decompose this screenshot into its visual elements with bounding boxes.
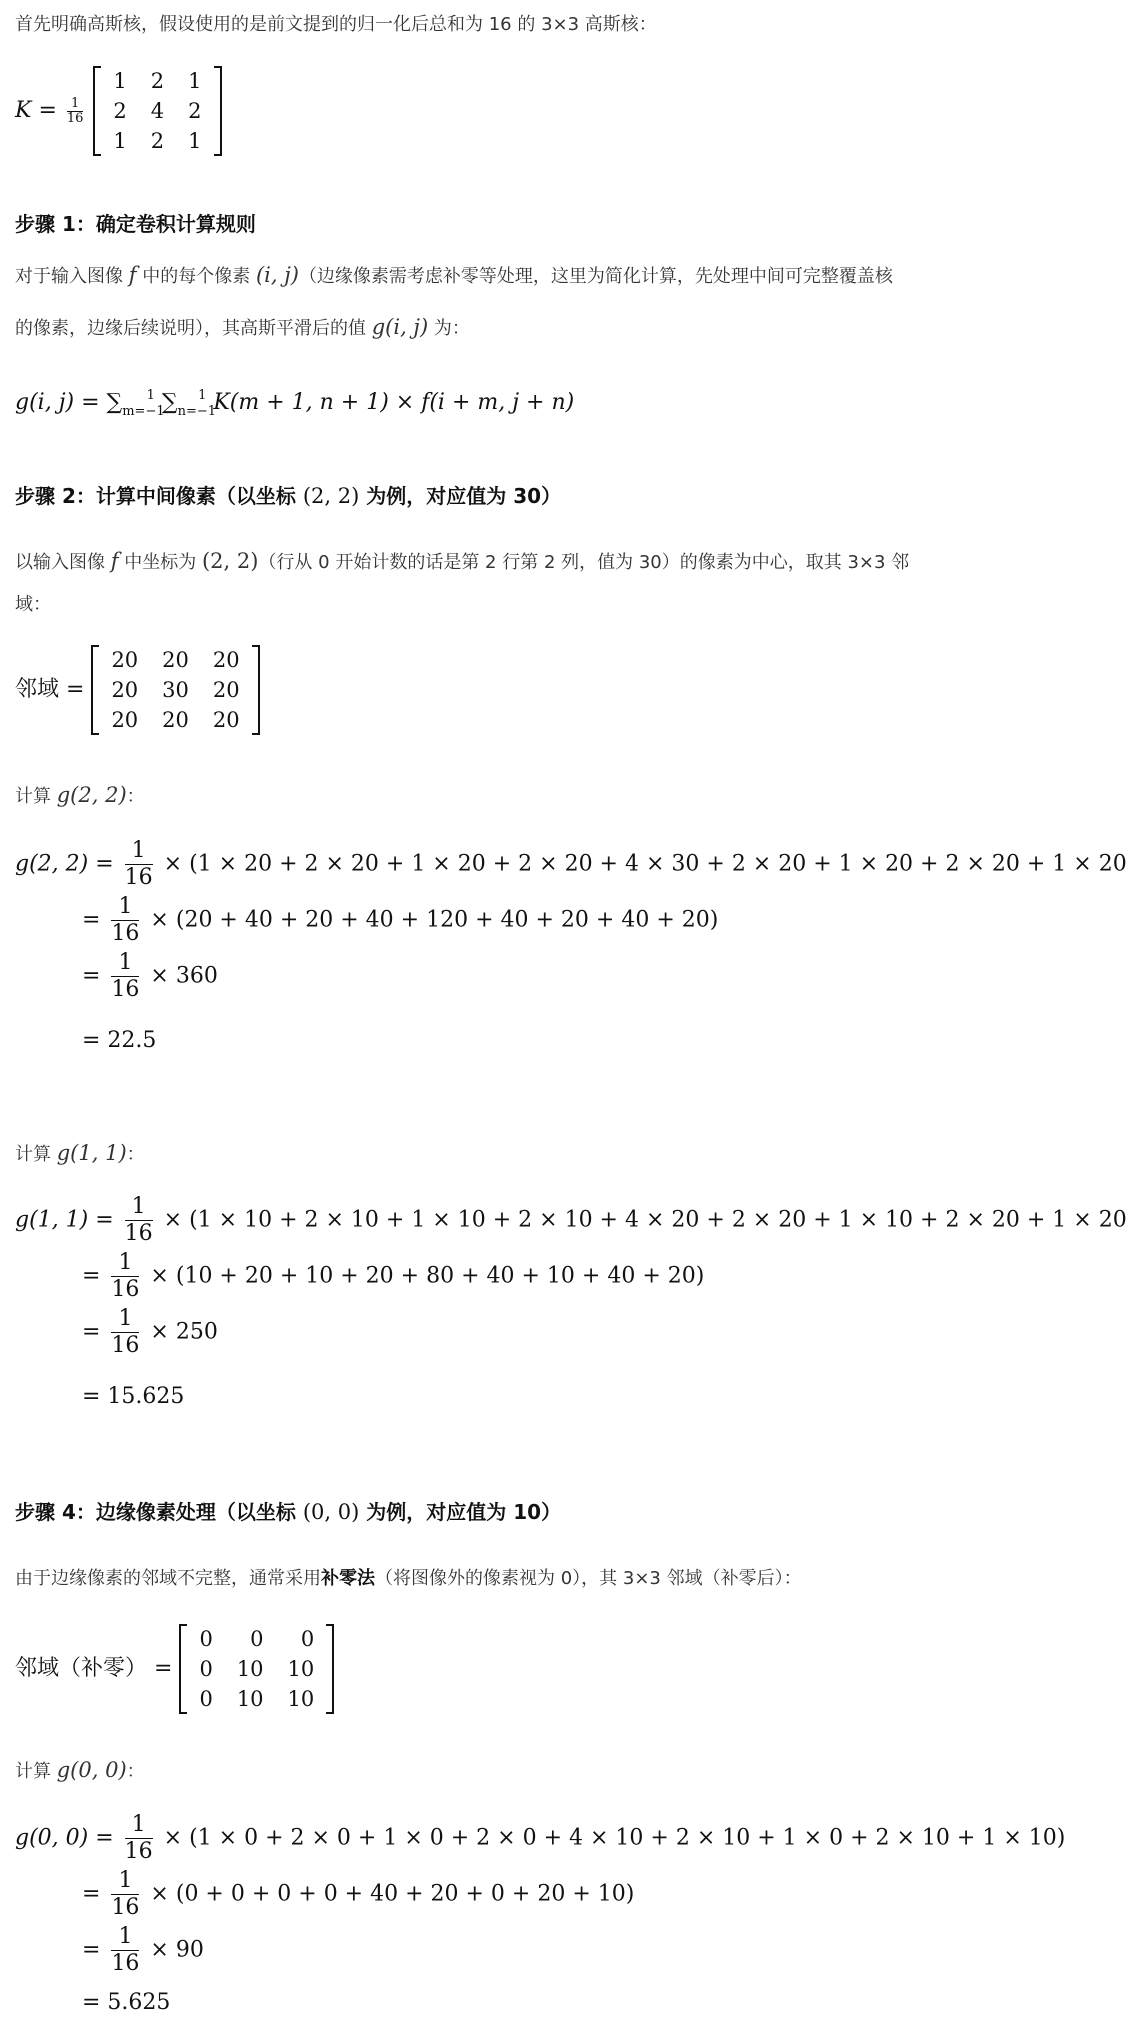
eq-rhs: × (1 × 10 + 2 × 10 + 1 × 10 + 2 × 10 + 4 × 20 + 2 × 20 + 1 × 10 + 2 × 20 + 1 × 20	[156, 1207, 1127, 1233]
step4-paragraph	[15, 1564, 802, 1590]
kernel-matrix	[93, 66, 221, 156]
matrix-cell: 0	[300, 1627, 315, 1651]
eq-lhs: g(0, 0) =	[15, 1825, 121, 1851]
eq-prefix: =	[82, 1881, 108, 1907]
text: 中坐标为	[118, 552, 202, 573]
eq-prefix: =	[82, 907, 108, 933]
text: （边缘像素需考虑补零等处理，这里为简化计算，先处理中间可完整覆盖核	[298, 266, 893, 287]
fraction-denominator: 16	[66, 110, 84, 126]
frac	[125, 1812, 153, 1865]
fraction-denominator: 16	[111, 921, 140, 946]
matrix-cell: 20	[111, 708, 139, 732]
eq-rhs: × 360	[143, 963, 218, 989]
math-ij: (i, j)	[255, 263, 299, 287]
math-coord: (2, 2)	[302, 484, 360, 508]
step2-calc-label	[15, 782, 145, 808]
fraction-denominator: 16	[111, 1333, 140, 1358]
sum-upper: 1	[198, 388, 207, 403]
eq-lhs: g(2, 2) =	[15, 851, 121, 877]
matrix-row	[99, 675, 251, 705]
matrix-row	[99, 645, 251, 675]
eq-prefix: =	[82, 1937, 108, 1963]
text: 步骤 4：边缘像素处理（以坐标	[15, 1500, 303, 1524]
fraction-denominator: 16	[124, 1221, 153, 1246]
frac	[111, 1250, 139, 1303]
text: （行从 0 开始计数的话是第 2 行第 2 列，值为 30）的像素为中心，取其 3×3 邻	[258, 552, 910, 573]
fraction-denominator: 16	[124, 1839, 153, 1864]
step1-heading: 步骤 1：确定卷积计算规则	[15, 212, 256, 236]
fraction-numerator: 1	[111, 950, 139, 977]
frac	[111, 1868, 139, 1921]
matrix-cell: 1	[113, 69, 127, 93]
frac	[111, 1306, 139, 1359]
text: 计算	[15, 786, 57, 807]
convolution-formula	[15, 388, 574, 419]
eq-rhs: × 90	[143, 1937, 204, 1963]
math-f: f	[110, 549, 119, 573]
matrix-cell: 30	[162, 678, 189, 702]
step3-eq-line2	[82, 1250, 704, 1303]
sum-lower: n=−1	[177, 404, 217, 419]
text: 以输入图像	[15, 552, 111, 573]
step4-heading	[15, 1496, 561, 1525]
step3-eq-line1	[15, 1194, 1127, 1247]
neighborhood-matrix	[179, 1624, 334, 1714]
sum-symbol: ∑	[106, 390, 123, 415]
text: ：	[126, 786, 145, 807]
step2-eq-line2	[82, 894, 718, 947]
step2-eq-line3	[82, 950, 218, 1003]
matrix-cell: 1	[188, 129, 202, 153]
matrix-cell: 10	[287, 1687, 315, 1711]
neighborhood-matrix	[91, 645, 259, 735]
step3-eq-line3	[82, 1306, 218, 1359]
eq-rhs: × (1 × 20 + 2 × 20 + 1 × 20 + 2 × 20 + 4 × 30 + 2 × 20 + 1 × 20 + 2 × 20 + 1 × 20	[156, 851, 1127, 877]
fraction-denominator: 16	[111, 1277, 140, 1302]
matrix-cell: 0	[199, 1687, 213, 1711]
matrix-row	[187, 1684, 326, 1714]
eq-prefix: =	[82, 1319, 108, 1345]
text: 由于边缘像素的邻域不完整，通常采用	[15, 1568, 321, 1589]
matrix-cell: 20	[212, 708, 240, 732]
text: （将图像外的像素视为 0），其 3×3 邻域（补零后）：	[375, 1568, 802, 1589]
matrix-cell: 10	[236, 1687, 264, 1711]
intro-paragraph	[15, 10, 657, 36]
step4-eq-line1	[15, 1812, 1065, 1865]
fraction-numerator: 1	[111, 1250, 139, 1277]
fraction-numerator: 1	[125, 1194, 153, 1221]
matrix-cell: 20	[111, 678, 139, 702]
equals-sign: =	[38, 98, 57, 123]
matrix-cell: 20	[212, 678, 240, 702]
eq-prefix: =	[82, 1263, 108, 1289]
matrix-cell: 4	[150, 99, 165, 123]
matrix-cell: 2	[150, 69, 165, 93]
kernel-equation	[15, 66, 222, 156]
math-g: g(0, 0)	[56, 1758, 127, 1782]
matrix-cell: 10	[287, 1657, 315, 1681]
step2-eq-line1	[15, 838, 1127, 891]
matrix-cell: 20	[111, 648, 139, 672]
eq-rhs: × 250	[143, 1319, 218, 1345]
matrix-cell: 2	[188, 99, 202, 123]
matrix-row	[101, 126, 213, 156]
fraction-numerator: 1	[111, 1306, 139, 1333]
frac	[111, 1924, 139, 1977]
fraction-denominator: 16	[111, 1951, 140, 1976]
fraction-denominator: 16	[111, 977, 140, 1002]
matrix-row	[99, 705, 251, 735]
bold-term: 补零法	[321, 1568, 375, 1589]
step1-paragraph-line2	[15, 314, 470, 340]
step2-neighborhood	[15, 645, 260, 735]
step4-eq-line4: = 5.625	[82, 1990, 171, 2015]
text: 计算	[15, 1144, 57, 1165]
text: ：	[126, 1761, 145, 1782]
matrix-cell: 0	[199, 1657, 213, 1681]
fraction-denominator: 16	[111, 1895, 140, 1920]
matrix-cell: 10	[236, 1657, 264, 1681]
neighborhood-label: 邻域（补零） =	[15, 1656, 173, 1681]
fraction-numerator: 1	[125, 1812, 153, 1839]
text: ：	[126, 1144, 145, 1165]
math-coord: (2, 2)	[201, 549, 259, 573]
step4-eq-line3	[82, 1924, 204, 1977]
text: 步骤 2：计算中间像素（以坐标	[15, 484, 303, 508]
matrix-cell: 20	[212, 648, 240, 672]
sum-lower: m=−1	[122, 404, 165, 419]
step3-calc-label	[15, 1140, 145, 1166]
frac	[125, 838, 153, 891]
text: 为例，对应值为 10）	[359, 1500, 562, 1524]
matrix-cell: 2	[150, 129, 165, 153]
matrix-cell: 1	[113, 129, 127, 153]
frac	[111, 894, 139, 947]
eq-rhs: × (1 × 0 + 2 × 0 + 1 × 0 + 2 × 0 + 4 × 10 + 2 × 10 + 1 × 0 + 2 × 10 + 1 × 10)	[156, 1825, 1066, 1851]
math-coord: (0, 0)	[302, 1500, 360, 1524]
frac	[111, 950, 139, 1003]
fraction-numerator: 1	[111, 1868, 139, 1895]
matrix-cell: 20	[162, 708, 189, 732]
step4-neighborhood	[15, 1624, 334, 1714]
fraction-numerator: 1	[111, 1924, 139, 1951]
matrix-cell: 2	[113, 99, 127, 123]
step4-eq-line2	[82, 1868, 634, 1921]
step2-heading	[15, 480, 561, 509]
math-g: g(2, 2)	[56, 783, 127, 807]
step2-paragraph-line2: 域：	[15, 594, 51, 615]
fraction-numerator: 1	[67, 97, 84, 112]
text: 中的每个像素	[136, 266, 256, 287]
math-g: g(1, 1)	[56, 1141, 127, 1165]
kernel-symbol: K	[15, 98, 32, 123]
fraction-denominator: 16	[124, 865, 153, 890]
kernel-fraction	[67, 97, 84, 126]
step3-eq-line4: = 15.625	[82, 1384, 185, 1409]
eq-lhs: g(1, 1) =	[15, 1207, 121, 1233]
step2-paragraph-line1	[15, 548, 909, 574]
matrix-cell: 0	[250, 1627, 264, 1651]
sum-symbol: ∑	[161, 390, 178, 415]
matrix-row	[101, 66, 213, 96]
frac	[125, 1194, 153, 1247]
matrix-row	[187, 1624, 326, 1654]
matrix-cell: 0	[199, 1627, 213, 1651]
formula-rhs: K(m + 1, n + 1) × f(i + m, j + n)	[206, 390, 575, 415]
math-g: g(i, j)	[371, 315, 429, 339]
matrix-cell: 20	[162, 648, 189, 672]
matrix-row	[187, 1654, 326, 1684]
fraction-numerator: 1	[125, 838, 153, 865]
text: 对于输入图像	[15, 266, 129, 287]
text: 为例，对应值为 30）	[359, 484, 562, 508]
matrix-row	[101, 96, 213, 126]
eq-rhs: × (20 + 40 + 20 + 40 + 120 + 40 + 20 + 40 + 20)	[143, 907, 719, 933]
eq-prefix: =	[82, 963, 108, 989]
fraction-numerator: 1	[111, 894, 139, 921]
neighborhood-label: 邻域 =	[15, 677, 85, 702]
formula-lhs: g(i, j) =	[15, 390, 107, 415]
text: 计算	[15, 1761, 57, 1782]
eq-rhs: × (10 + 20 + 10 + 20 + 80 + 40 + 10 + 40 + 20)	[143, 1263, 705, 1289]
text: 为：	[428, 318, 470, 339]
step1-paragraph-line1	[15, 262, 893, 288]
matrix-cell: 1	[188, 69, 202, 93]
step2-eq-line4: = 22.5	[82, 1028, 157, 1053]
step4-calc-label	[15, 1757, 145, 1783]
math-f: f	[128, 263, 137, 287]
sum-upper: 1	[146, 388, 155, 403]
eq-rhs: × (0 + 0 + 0 + 0 + 40 + 20 + 0 + 20 + 10)	[143, 1881, 635, 1907]
intro-text: 首先明确高斯核，假设使用的是前文提到的归一化后总和为 16 的 3×3 高斯核：	[15, 14, 657, 35]
text: 的像素，边缘后续说明），其高斯平滑后的值	[15, 318, 372, 339]
